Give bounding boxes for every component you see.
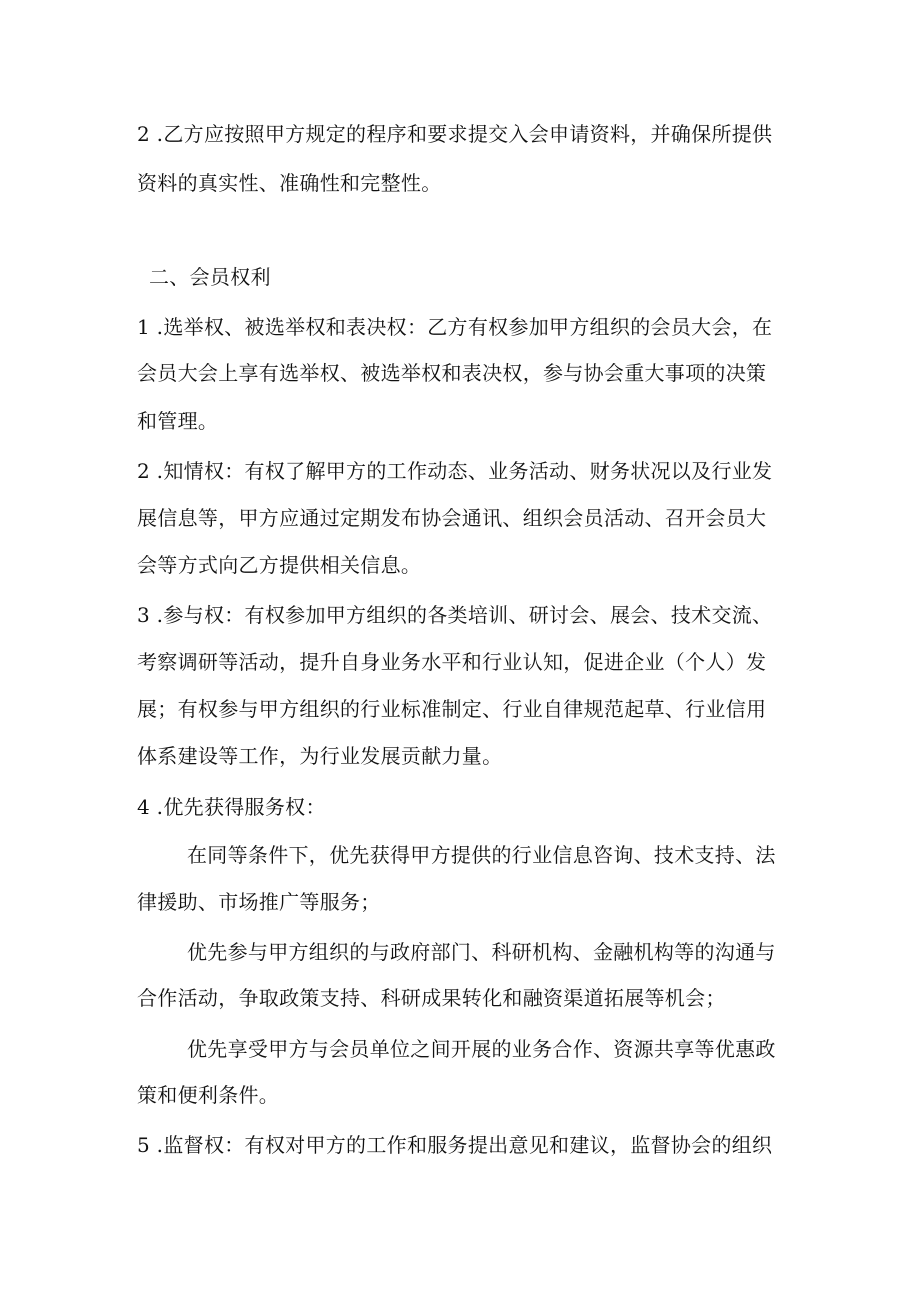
text-line: 考察调研等活动，提升自身业务水平和行业认知，促进企业（个人）发 — [137, 650, 767, 674]
text-line: 资料的真实性、准确性和完整性。 — [137, 171, 442, 195]
text-line: 2 .知情权：有权了解甲方的工作动态、业务活动、财务状况以及行业发 — [137, 459, 773, 483]
text-line: 展信息等，甲方应通过定期发布协会通讯、组织会员活动、召开会员大 — [137, 506, 767, 530]
text-line: 体系建设等工作，为行业发展贡献力量。 — [137, 744, 503, 768]
section-heading: 二、会员权利 — [149, 265, 271, 289]
text-line: 4 .优先获得服务权： — [137, 795, 326, 819]
text-line: 2 .乙方应按照甲方规定的程序和要求提交入会申请资料，并确保所提供 — [137, 122, 773, 146]
text-line: 合作活动，争取政策支持、科研成果转化和融资渠道拓展等机会； — [137, 986, 726, 1010]
text-line: 会等方式向乙方提供相关信息。 — [137, 553, 422, 577]
text-line: 展；有权参与甲方组织的行业标准制定、行业自律规范起草、行业信用 — [137, 697, 767, 721]
text-line: 优先享受甲方与会员单位之间开展的业务合作、资源共享等优惠政 — [187, 1037, 776, 1061]
text-line: 和管理。 — [137, 409, 219, 433]
text-line: 优先参与甲方组织的与政府部门、科研机构、金融机构等的沟通与 — [187, 940, 776, 964]
text-line: 在同等条件下，优先获得甲方提供的行业信息咨询、技术支持、法 — [187, 843, 776, 867]
text-line: 会员大会上享有选举权、被选举权和表决权，参与协会重大事项的决策 — [137, 361, 767, 385]
text-line: 律援助、市场推广等服务； — [137, 890, 381, 914]
text-line: 3 .参与权：有权参加甲方组织的各类培训、研讨会、展会、技术交流、 — [137, 603, 773, 627]
text-line: 1 .选举权、被选举权和表决权：乙方有权参加甲方组织的会员大会，在 — [137, 315, 773, 339]
text-line: 5 .监督权：有权对甲方的工作和服务提出意见和建议，监督协会的组织 — [137, 1133, 773, 1157]
text-line: 策和便利条件。 — [137, 1083, 280, 1107]
